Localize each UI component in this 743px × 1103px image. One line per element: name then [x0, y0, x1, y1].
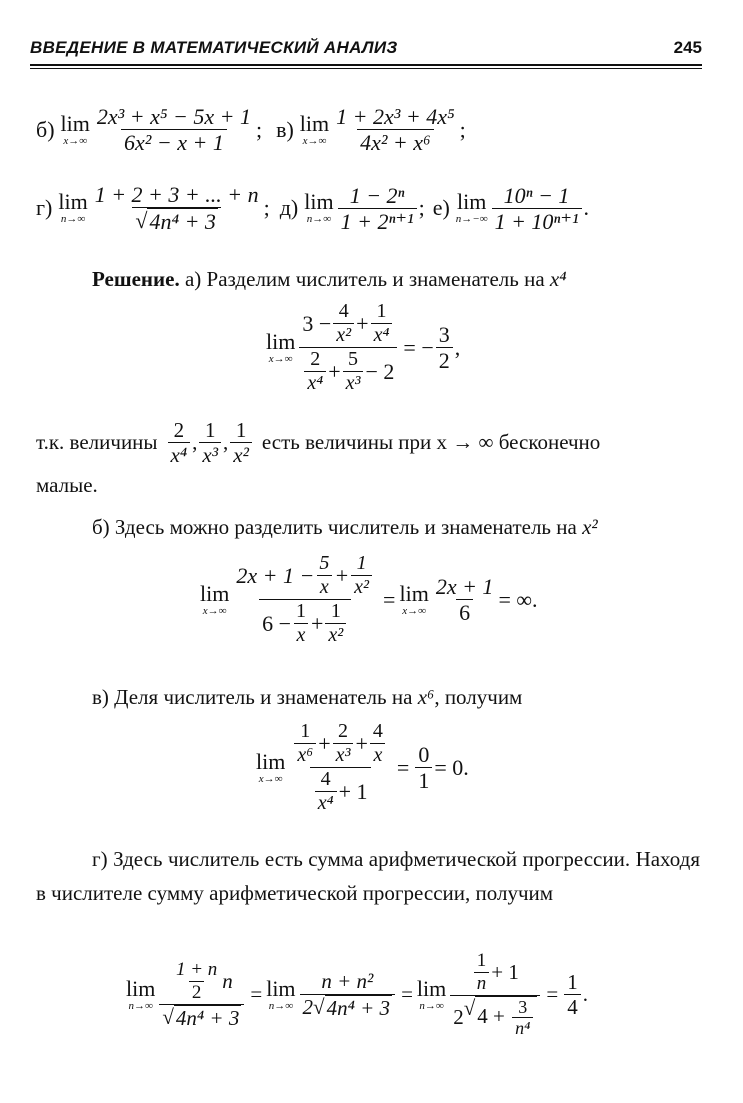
solution-g-text: г) Здесь числитель есть сумма арифметической прогрессии. Находя в числителе сумму арифметической прогрессии, получим [36, 847, 700, 905]
tk-end: малые. [36, 473, 98, 497]
problem-line-b-v: б) lim x→∞ $\frac{\text{2x³ + x⁵ − 5x + 1}}{\text{6x² − x + 1}}$ ; в) lim x→∞ $\frac{\text{1 + 2x³ + 4x⁵}}{\text{4x² + x⁶}}$ ; [36, 104, 466, 156]
fraction-e: $\frac{\text{10ⁿ − 1}}{\text{1 + 10ⁿ⁺¹}}$ [492, 183, 582, 235]
equation-v: lim x→∞ $\frac{1}{\text{x⁶}}$ + $\frac{2}{\text{x³}}$ + $\frac{4}{x}$ $\frac{4}{\text{x⁴}}$ + 1 = $\frac{0}{1}$ = 0. [256, 720, 469, 814]
solution-word: Решение. [92, 267, 180, 291]
label-v: в) [276, 116, 294, 142]
running-header [30, 36, 702, 62]
fraction-d: $\frac{\text{1 − 2ⁿ}}{\text{1 + 2ⁿ⁺¹}}$ [338, 183, 417, 235]
label-g: г) [36, 195, 53, 221]
page-number: 245 [673, 38, 702, 57]
header-rule-thin [30, 68, 702, 69]
chapter-title: ВВЕДЕНИЕ В МАТЕМАТИЧЕСКИЙ АНАЛИЗ [30, 38, 398, 57]
fraction-v: $\frac{\text{1 + 2x³ + 4x⁵}}{\text{4x² + x⁶}}$ [336, 104, 455, 156]
limit-v: lim x→∞ [299, 110, 330, 147]
fraction-g: 1 + 2 + 3 + ... + n √ 4n⁴ + 3 [94, 182, 259, 235]
header-rule [30, 64, 702, 66]
label-b: б) [36, 116, 55, 142]
label-e: е) [432, 195, 450, 221]
solution-b-intro: б) Здесь можно разделить числитель и знаменатель на x² [92, 515, 598, 539]
tk-line: т.к. величины $\frac{2}{\text{x⁴}}$ , $\frac{1}{\text{x³}}$ , $\frac{1}{\text{x²}}$ есть величины при x → ∞ бесконечно [36, 418, 601, 468]
sqrt-g: √ 4n⁴ + 3 [135, 208, 216, 235]
problem-line-g-d-e: г) lim n→∞ 1 + 2 + 3 + ... + n √ 4n⁴ + 3 ; д) lim n→∞ $\frac{\text{1 − 2ⁿ}}{\text{1 + 2ⁿ⁺¹}}$ ; е) lim n→−∞ $\frac{\text{10ⁿ − 1}}{\text{1 + 10ⁿ⁺¹}}$ . [36, 182, 590, 235]
equation-g: lim n→∞ $\frac{1 + n}{2}$ n √ 4n⁴ + 3 = lim n→∞ n + n² 2 √ 4n⁴ + 3 = lim n→∞ $\frac{1}{n}$ + 1 2 √ 4 + $\frac{3}{\text{n⁴}}$ = $\frac{1}{4}$ . [126, 950, 588, 1039]
equation-a: lim x→∞ 3 − $\frac{4}{\text{x²}}$ + $\frac{1}{\text{x⁴}}$ $\frac{2}{\text{x⁴}}$ + $\frac{5}{\text{x³}}$ − 2 = − $\frac{3}{2}$ , [266, 300, 461, 394]
equation-b: lim x→∞ 2x + 1 − $\frac{5}{x}$ + $\frac{1}{\text{x²}}$ 6 − $\frac{1}{x}$ + $\frac{1}{\text{x²}}$ = lim x→∞ $\frac{2x + 1}{6}$ = ∞. [200, 552, 538, 646]
solution-a-intro: Решение. а) Разделим числитель и знаменатель на x⁴ [92, 267, 567, 291]
limit-d: lim n→∞ [304, 189, 334, 226]
fraction-b: $\frac{\text{2x³ + x⁵ − 5x + 1}}{\text{6x² − x + 1}}$ [96, 104, 251, 156]
limit-e: lim n→−∞ [455, 189, 488, 226]
limit-g: lim n→∞ [58, 189, 88, 226]
label-d: д) [279, 195, 299, 221]
limit-b: lim x→∞ [60, 110, 90, 147]
solution-v-intro: в) Деля числитель и знаменатель на x⁶, получим [92, 685, 523, 709]
